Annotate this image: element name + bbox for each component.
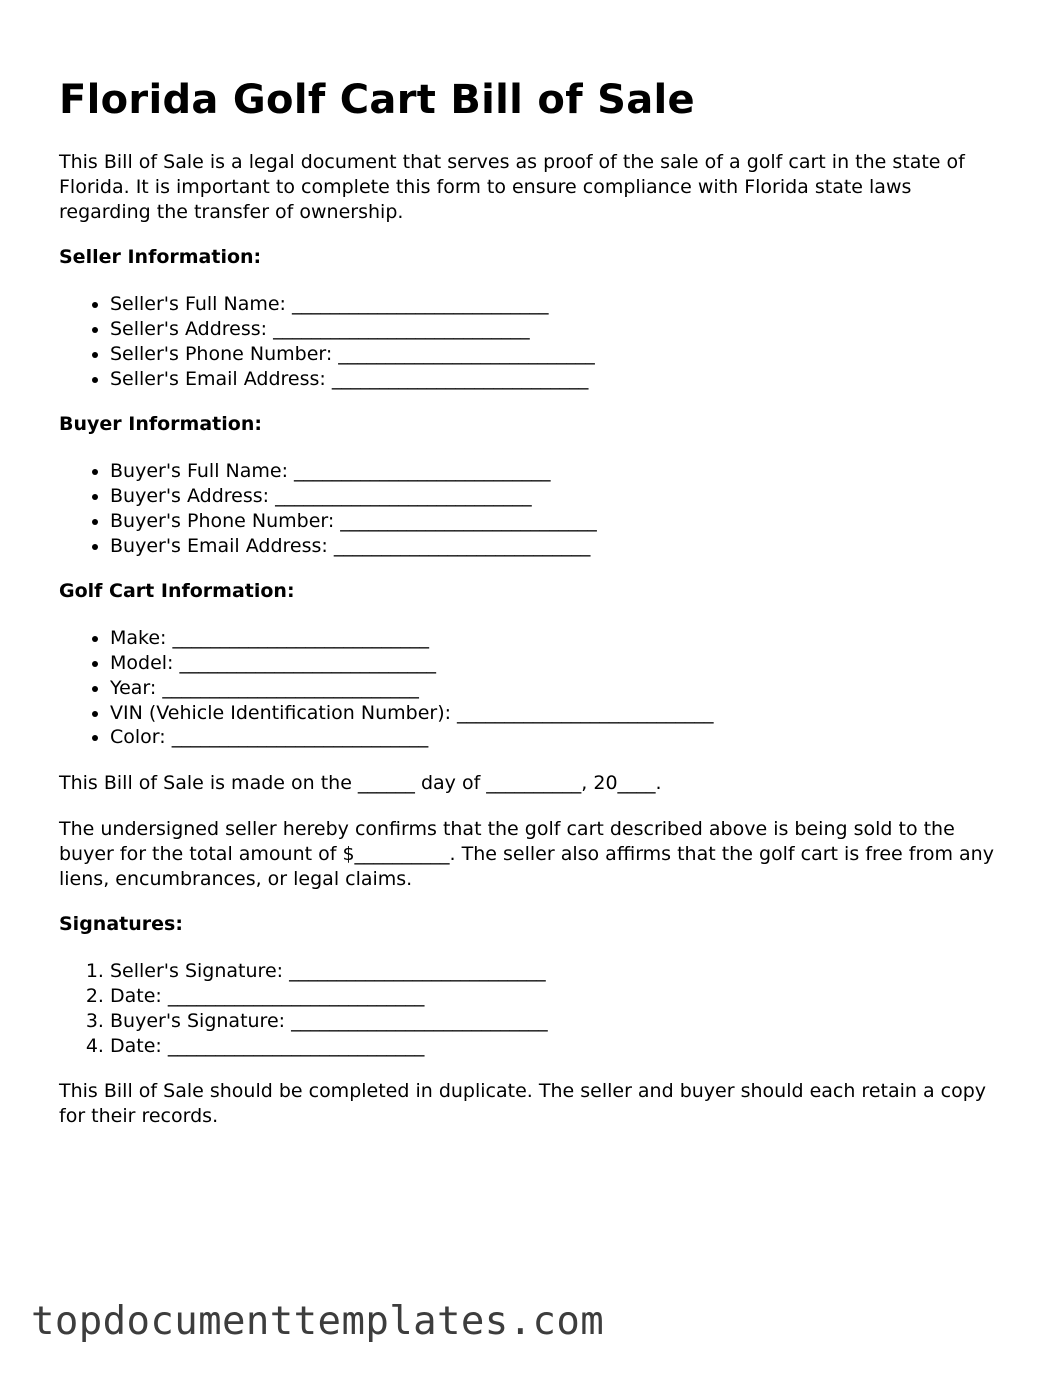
buyer-phone-field: • Buyer's Phone Number: ___________________________ [110, 509, 1009, 534]
buyer-email-field: • Buyer's Email Address: ___________________________ [110, 534, 1009, 559]
buyer-full-name-field: • Buyer's Full Name: ___________________________ [110, 459, 1009, 484]
buyer-date-field: 4. Date: ___________________________ [110, 1034, 1009, 1059]
cart-make-field: • Make: ___________________________ [110, 626, 1009, 651]
cart-section-heading: Golf Cart Information: [59, 580, 295, 603]
site-watermark: topdocumenttemplates.com [31, 1299, 605, 1344]
buyer-info-list [59, 459, 1009, 558]
document-title: Florida Golf Cart Bill of Sale [59, 77, 695, 123]
seller-info-list [59, 292, 1009, 391]
intro-paragraph: This Bill of Sale is a legal document that serves as proof of the sale of a golf cart in the state of Florida. It is important to complete this form to ensure compliance with Florida state laws regarding the transfer of ownership. [59, 151, 965, 223]
cart-year-field: • Year: ___________________________ [110, 676, 1009, 701]
confirmation-paragraph: The undersigned seller hereby confirms that the golf cart described above is being sold to the buyer for the total amount of $__________. The seller also affirms that the golf cart is free from any liens, encumbrances, or legal claims. [59, 817, 994, 890]
seller-section-heading: Seller Information: [59, 246, 262, 269]
seller-email-field: • Seller's Email Address: ___________________________ [110, 367, 1009, 392]
buyer-address-field: • Buyer's Address: ___________________________ [110, 484, 1009, 509]
seller-phone-field: • Seller's Phone Number: ___________________________ [110, 342, 1009, 367]
closing-paragraph: This Bill of Sale should be completed in duplicate. The seller and buyer should each retain a copy for their records. [59, 1080, 987, 1128]
document-page [59, 76, 1009, 1150]
signatures-section-heading: Signatures: [59, 913, 183, 936]
cart-vin-field: • VIN (Vehicle Identification Number): ___________________________ [110, 701, 1009, 726]
seller-full-name-field: • Seller's Full Name: ___________________________ [110, 292, 1009, 317]
cart-info-list [59, 626, 1009, 750]
cart-color-field: • Color: ___________________________ [110, 725, 1009, 750]
seller-signature-field: 1. Seller's Signature: ___________________________ [110, 959, 1009, 984]
seller-address-field: • Seller's Address: ___________________________ [110, 317, 1009, 342]
buyer-signature-field: 3. Buyer's Signature: ___________________________ [110, 1009, 1009, 1034]
cart-model-field: • Model: ___________________________ [110, 651, 1009, 676]
sale-date-line: This Bill of Sale is made on the ______ day of __________, 20____. [59, 772, 662, 795]
seller-date-field: 2. Date: ___________________________ [110, 984, 1009, 1009]
buyer-section-heading: Buyer Information: [59, 413, 262, 436]
signatures-list [59, 959, 1009, 1058]
